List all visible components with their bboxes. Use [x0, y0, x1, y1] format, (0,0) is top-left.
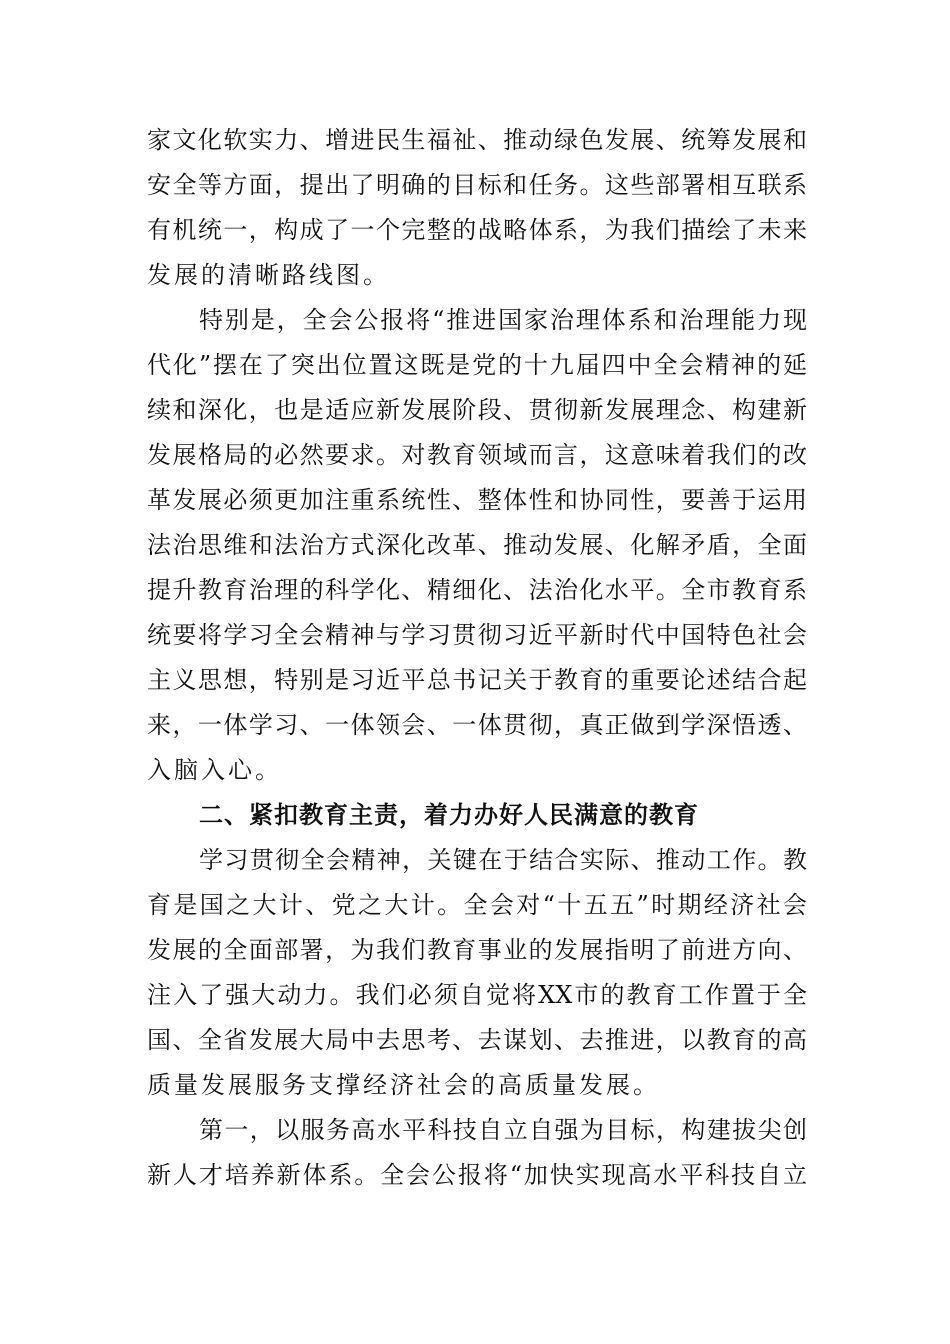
text-line: 第一，以服务高水平科技自立自强为目标，构建拔尖创: [199, 1116, 807, 1144]
text-line: 发展格局的必然要求。对教育领域而言，这意味着我们的改: [147, 441, 807, 469]
paragraph-4: [147, 1108, 807, 1198]
document-page: [147, 118, 807, 1198]
paragraph-2: [147, 298, 807, 793]
text-line: 发展的清晰路线图。: [147, 261, 390, 289]
text-line: 新人才培养新体系。全会公报将“加快实现高水平科技自立: [147, 1161, 807, 1189]
text-line: 发展的全面部署，为我们教育事业的发展指明了前进方向、: [147, 936, 807, 964]
text-line: 入脑入心。: [147, 756, 282, 784]
text-line: 安全等方面，提出了明确的目标和任务。这些部署相互联系: [147, 171, 807, 199]
text-line: 革发展必须更加注重系统性、整体性和协同性，要善于运用: [147, 486, 807, 514]
text-line: 育是国之大计、党之大计。全会对“十五五”时期经济社会: [147, 891, 807, 919]
text-line: 国、全省发展大局中去思考、去谋划、去推进，以教育的高: [147, 1026, 807, 1054]
paragraph-3: [147, 838, 807, 1108]
text-line: 学习贯彻全会精神，关键在于结合实际、推动工作。教: [199, 846, 807, 874]
text-line: 特别是，全会公报将“推进国家治理体系和治理能力现: [199, 306, 807, 334]
text-line: 注入了强大动力。我们必须自觉将XX市的教育工作置于全: [147, 981, 807, 1009]
text-line: 质量发展服务支撑经济社会的高质量发展。: [147, 1071, 660, 1099]
text-line: 来，一体学习、一体领会、一体贯彻，真正做到学深悟透、: [147, 711, 807, 739]
text-line: 法治思维和法治方式深化改革、推动发展、化解矛盾，全面: [147, 531, 807, 559]
text-line: 主义思想，特别是习近平总书记关于教育的重要论述结合起: [147, 666, 807, 694]
text-line: 提升教育治理的科学化、精细化、法治化水平。全市教育系: [147, 576, 807, 604]
text-line: 有机统一，构成了一个完整的战略体系，为我们描绘了未来: [147, 216, 807, 244]
text-line: 家文化软实力、增进民生福祉、推动绿色发展、统筹发展和: [147, 126, 807, 154]
text-line: 代化”摆在了突出位置这既是党的十九届四中全会精神的延: [147, 351, 807, 379]
text-line: 统要将学习全会精神与学习贯彻习近平新时代中国特色社会: [147, 621, 807, 649]
paragraph-1: [147, 118, 807, 298]
section-heading: 二、紧扣教育主责，着力办好人民满意的教育: [199, 801, 699, 829]
text-line: 续和深化，也是适应新发展阶段、贯彻新发展理念、构建新: [147, 396, 807, 424]
